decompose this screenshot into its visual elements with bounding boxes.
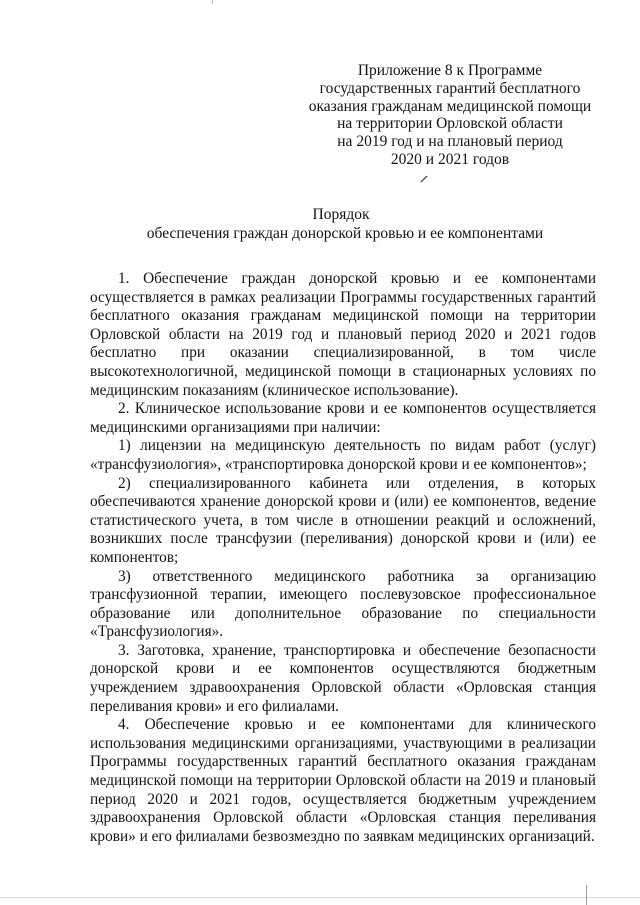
- document-body: [90, 270, 596, 846]
- scan-artifact-corner: [586, 885, 587, 905]
- header-line-3: оказания гражданам медицинской помощи: [308, 97, 592, 115]
- scan-artifact-top: [212, 0, 213, 4]
- paragraph-1: 1. Обеспечение граждан донорской кровью и ее компонентами осуществляется в рамках реализации Программы государственных гарантий бесплатного оказания гражданам медицинской помощи на территории Орловской области на 2019 год и плановый период 2020 и 2021 годов бесплатно при оказании специализированной, в том числе высокотехнологичной, медицинской помощи в стационарных условиях по медицинским показаниям (клиническое использование).: [90, 270, 596, 399]
- appendix-header: [300, 62, 600, 169]
- header-line-2: государственных гарантий бесплатного: [319, 79, 581, 97]
- paragraph-2-item-2: 2) специализированного кабинета или отделения, в которых обеспечиваются хранение донорской крови и (или) ее компонентов, ведение статистического учета, в том числе в отношении реакций и осложнений, возникших после трансфузии (переливания) донорской крови и (или) ее компонентов;: [90, 474, 596, 566]
- header-line-4: на территории Орловской области: [337, 115, 563, 133]
- header-line-5: на 2019 год и на плановый период: [337, 133, 563, 151]
- header-line-6: 2020 и 2021 годов: [390, 150, 510, 168]
- pen-mark-icon: [420, 175, 428, 183]
- paragraph-2-item-3: 3) ответственного медицинского работника за организацию трансфузионной терапии, имеющего послевузовское профессиональное образование или дополнительное образование по специальности «Трансфузиология».: [90, 567, 596, 641]
- paragraph-3: 3. Заготовка, хранение, транспортировка и обеспечение безопасности донорской крови и ее компонентов осуществляются бюджетным учреждением здравоохранения Орловской области «Орловская станция переливания крови» и его филиалами.: [90, 641, 596, 715]
- document-subtitle: обеспечения граждан донорской кровью и ее компонентами: [146, 225, 544, 242]
- document-title: Порядок: [312, 206, 370, 223]
- scan-artifact-bottom: [0, 897, 640, 898]
- paragraph-2: 2. Клиническое использование крови и ее компонентов осуществляется медицинскими организациями при наличии:: [90, 400, 596, 436]
- paragraph-4: 4. Обеспечение кровью и ее компонентами для клинического использования медицинскими организациями, участвующими в реализации Программы государственных гарантий бесплатного оказания гражданам медицинской помощи на территории Орловской области на 2019 и плановый период 2020 и 2021 годов, осуществляется бюджетным учреждением здравоохранения Орловской области «Орловская станция переливания крови» и его филиалами безвозмездно по заявкам медицинских организаций.: [90, 716, 596, 845]
- header-line-1: Приложение 8 к Программе: [357, 62, 543, 79]
- paragraph-2-item-1: 1) лицензии на медицинскую деятельность по видам работ (услуг) «трансфузиология», «транспортировка донорской крови и ее компонентов»;: [90, 437, 596, 473]
- pen-mark: [420, 172, 428, 185]
